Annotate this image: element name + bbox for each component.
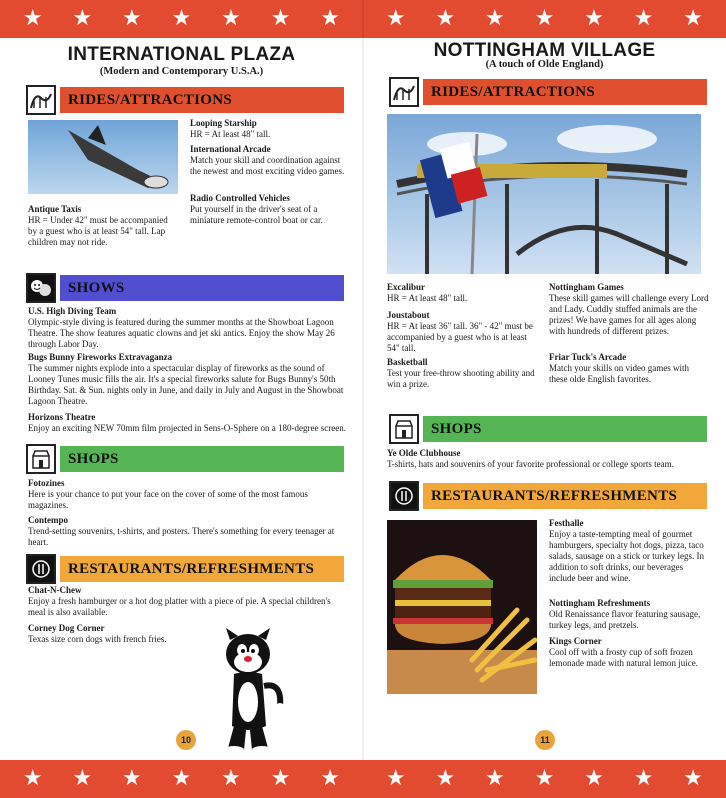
star-icon: ★ — [270, 766, 291, 791]
star-row-left — [0, 760, 363, 798]
cartoon-cat-illustration — [210, 626, 290, 756]
restaurants-section-title: RESTAURANTS/REFRESHMENTS — [423, 483, 707, 509]
star-icon: ★ — [72, 6, 93, 31]
gift-shop-icon — [26, 444, 56, 474]
restaurant-title: Kings Corner — [549, 636, 602, 646]
star-icon: ★ — [534, 6, 555, 31]
restaurant-text: Texas size corn dogs with french fries. — [28, 634, 167, 644]
ride-item — [549, 282, 709, 337]
star-row-right — [363, 0, 726, 38]
ride-item — [190, 118, 350, 140]
restaurant-item — [549, 636, 709, 669]
ride-title: International Arcade — [190, 144, 271, 154]
ride-item — [387, 282, 537, 304]
restaurant-text: Old Renaissance flavor featuring sausage, turkey legs, and pretzels. — [549, 609, 701, 630]
theater-masks-icon — [26, 273, 56, 303]
star-icon: ★ — [385, 6, 406, 31]
ride-text: HR = At least 48" tall. — [387, 293, 468, 303]
shop-item — [28, 515, 346, 548]
ride-title: Nottingham Games — [549, 282, 624, 292]
ride-text: Test your free-throw shooting ability and win a prize. — [387, 368, 535, 389]
show-item — [28, 412, 346, 434]
shop-text: T-shirts, hats and souvenirs of your favorite professional or college sports team. — [387, 459, 674, 469]
ride-title: Friar Tuck's Arcade — [549, 352, 627, 362]
star-icon: ★ — [633, 766, 654, 791]
restaurant-item — [549, 598, 709, 631]
star-icon: ★ — [22, 766, 43, 791]
bottom-star-band — [0, 760, 726, 798]
plate-utensils-icon — [26, 554, 56, 584]
page-subtitle: (A touch of Olde England) — [485, 59, 604, 70]
ride-title: Excalibur — [387, 282, 426, 292]
plate-utensils-icon — [389, 481, 419, 511]
star-icon: ★ — [320, 6, 341, 31]
ride-item — [387, 310, 537, 354]
star-icon: ★ — [435, 766, 456, 791]
ride-text: Match your skill and coordination against the newest and most exciting video games. — [190, 155, 345, 176]
show-item — [28, 306, 346, 350]
star-icon: ★ — [683, 6, 704, 31]
rides-section-header — [26, 86, 344, 114]
roller-coaster-icon — [389, 77, 419, 107]
ride-item — [28, 204, 178, 248]
page-number: 11 — [535, 730, 555, 750]
ride-item — [190, 193, 350, 226]
show-text: Enjoy an exciting NEW 70mm film projected in Sens-O-Sphere on a 180-degree screen. — [28, 423, 346, 433]
shows-section-title: SHOWS — [60, 275, 344, 301]
ride-title: Basketball — [387, 357, 428, 367]
star-icon: ★ — [584, 766, 604, 791]
star-icon: ★ — [485, 6, 505, 31]
restaurant-text: Enjoy a taste-tempting meal of gourmet hamburgers, specialty hot dogs, pizza, taco salads, sausage on a stick or turkey legs. In addition to soft drinks, our beverages include beer and wine. — [549, 529, 704, 583]
rides-section-title: RIDES/ATTRACTIONS — [423, 79, 707, 105]
shop-title: Ye Olde Clubhouse — [387, 448, 461, 458]
ride-item — [387, 357, 537, 390]
star-icon: ★ — [72, 766, 93, 791]
show-text: The summer nights explode into a spectacular display of fireworks as the sound of Looney Tunes music fills the air. It's a special fireworks salute for Bugs Bunny's 50th Birthday. Sat. & Sun. nights only in June, and daily in July and August in the Showboat Lagoon Theatre. — [28, 363, 344, 406]
hamburger-fries-photo — [387, 520, 537, 694]
shops-section-header — [26, 445, 344, 473]
star-icon: ★ — [122, 6, 142, 31]
restaurant-item — [549, 518, 709, 584]
star-icon: ★ — [221, 766, 241, 791]
star-icon: ★ — [171, 6, 192, 31]
ride-text: Match your skills on video games with these olde English favorites. — [549, 363, 689, 384]
ride-text: HR = Under 42" must be accompanied by a guest who is at least 54" tall. Lap children may not ride. — [28, 215, 168, 247]
right-page — [363, 38, 726, 760]
star-icon: ★ — [534, 766, 555, 791]
star-row-right — [363, 760, 726, 798]
ride-item — [549, 352, 709, 385]
ride-title: Joustabout — [387, 310, 430, 320]
page-number: 10 — [176, 730, 196, 750]
rides-section-title: RIDES/ATTRACTIONS — [60, 87, 344, 113]
restaurants-section-title: RESTAURANTS/REFRESHMENTS — [60, 556, 344, 582]
ride-item — [190, 144, 350, 177]
looping-starship-photo — [28, 120, 178, 194]
rides-section-header — [389, 78, 707, 106]
restaurant-title: Corney Dog Corner — [28, 623, 105, 633]
ride-text: These skill games will challenge every Lord and Lady. Cuddly stuffed animals are the prizes! We have games for all ages along with hundreds of different prizes. — [549, 293, 709, 336]
shop-title: Contempo — [28, 515, 68, 525]
gift-shop-icon — [389, 414, 419, 444]
star-icon: ★ — [122, 766, 142, 791]
star-icon: ★ — [320, 766, 341, 791]
show-text: Olympic-style diving is featured during the summer months at the Showboat Lagoon Theatre. The show features aquatic clowns and jet ski antics. Enjoy the show May 26 through Labor Day. — [28, 317, 335, 349]
star-icon: ★ — [633, 6, 654, 31]
shops-section-header — [389, 415, 707, 443]
shops-section-title: SHOPS — [60, 446, 344, 472]
ride-title: Radio Controlled Vehicles — [190, 193, 290, 203]
show-title: Horizons Theatre — [28, 412, 96, 422]
shop-item — [28, 478, 346, 511]
show-item — [28, 352, 346, 407]
shop-item — [387, 448, 707, 470]
restaurant-title: Festhalle — [549, 518, 584, 528]
star-icon: ★ — [584, 6, 604, 31]
roller-coaster-photo — [387, 114, 701, 274]
star-icon: ★ — [485, 766, 505, 791]
star-icon: ★ — [385, 766, 406, 791]
restaurant-title: Nottingham Refreshments — [549, 598, 651, 608]
ride-text: Put yourself in the driver's seat of a miniature remote-control boat or car. — [190, 204, 323, 225]
star-row-left — [0, 0, 363, 38]
restaurant-title: Chat-N-Chew — [28, 585, 82, 595]
ride-text: HR = At least 36" tall. 36" - 42" must be accompanied by a guest who is at least 54" tall. — [387, 321, 533, 353]
page-subtitle: (Modern and Contemporary U.S.A.) — [99, 66, 264, 77]
star-icon: ★ — [171, 766, 192, 791]
ride-text: HR = At least 48" tall. — [190, 129, 271, 139]
restaurant-item — [28, 623, 218, 645]
shop-text: Here is your chance to put your face on the cover of some of the most famous magazines. — [28, 489, 308, 510]
restaurant-item — [28, 585, 346, 618]
restaurant-text: Enjoy a fresh hamburger or a hot dog platter with a piece of pie. A special children's meal is also available. — [28, 596, 331, 617]
restaurants-section-header — [26, 555, 344, 583]
left-page — [0, 38, 363, 760]
restaurants-section-header — [389, 482, 707, 510]
restaurant-text: Cool off with a frosty cup of soft frozen lemonade made with natural lemon juice. — [549, 647, 698, 668]
shops-section-title: SHOPS — [423, 416, 707, 442]
star-icon: ★ — [221, 6, 241, 31]
star-icon: ★ — [270, 6, 291, 31]
star-icon: ★ — [435, 6, 456, 31]
shop-text: Trend-setting souvenirs, t-shirts, and posters. There's something for every teenager at heart. — [28, 526, 335, 547]
show-title: U.S. High Diving Team — [28, 306, 117, 316]
show-title: Bugs Bunny Fireworks Extravaganza — [28, 352, 173, 362]
star-icon: ★ — [22, 6, 43, 31]
shows-section-header — [26, 274, 344, 302]
ride-title: Looping Starship — [190, 118, 257, 128]
star-icon: ★ — [683, 766, 704, 791]
page-title: NOTTINGHAM VILLAGE — [433, 40, 656, 61]
page-title: INTERNATIONAL PLAZA — [67, 44, 296, 65]
roller-coaster-icon — [26, 85, 56, 115]
ride-title: Antique Taxis — [28, 204, 82, 214]
shop-title: Fotozines — [28, 478, 65, 488]
